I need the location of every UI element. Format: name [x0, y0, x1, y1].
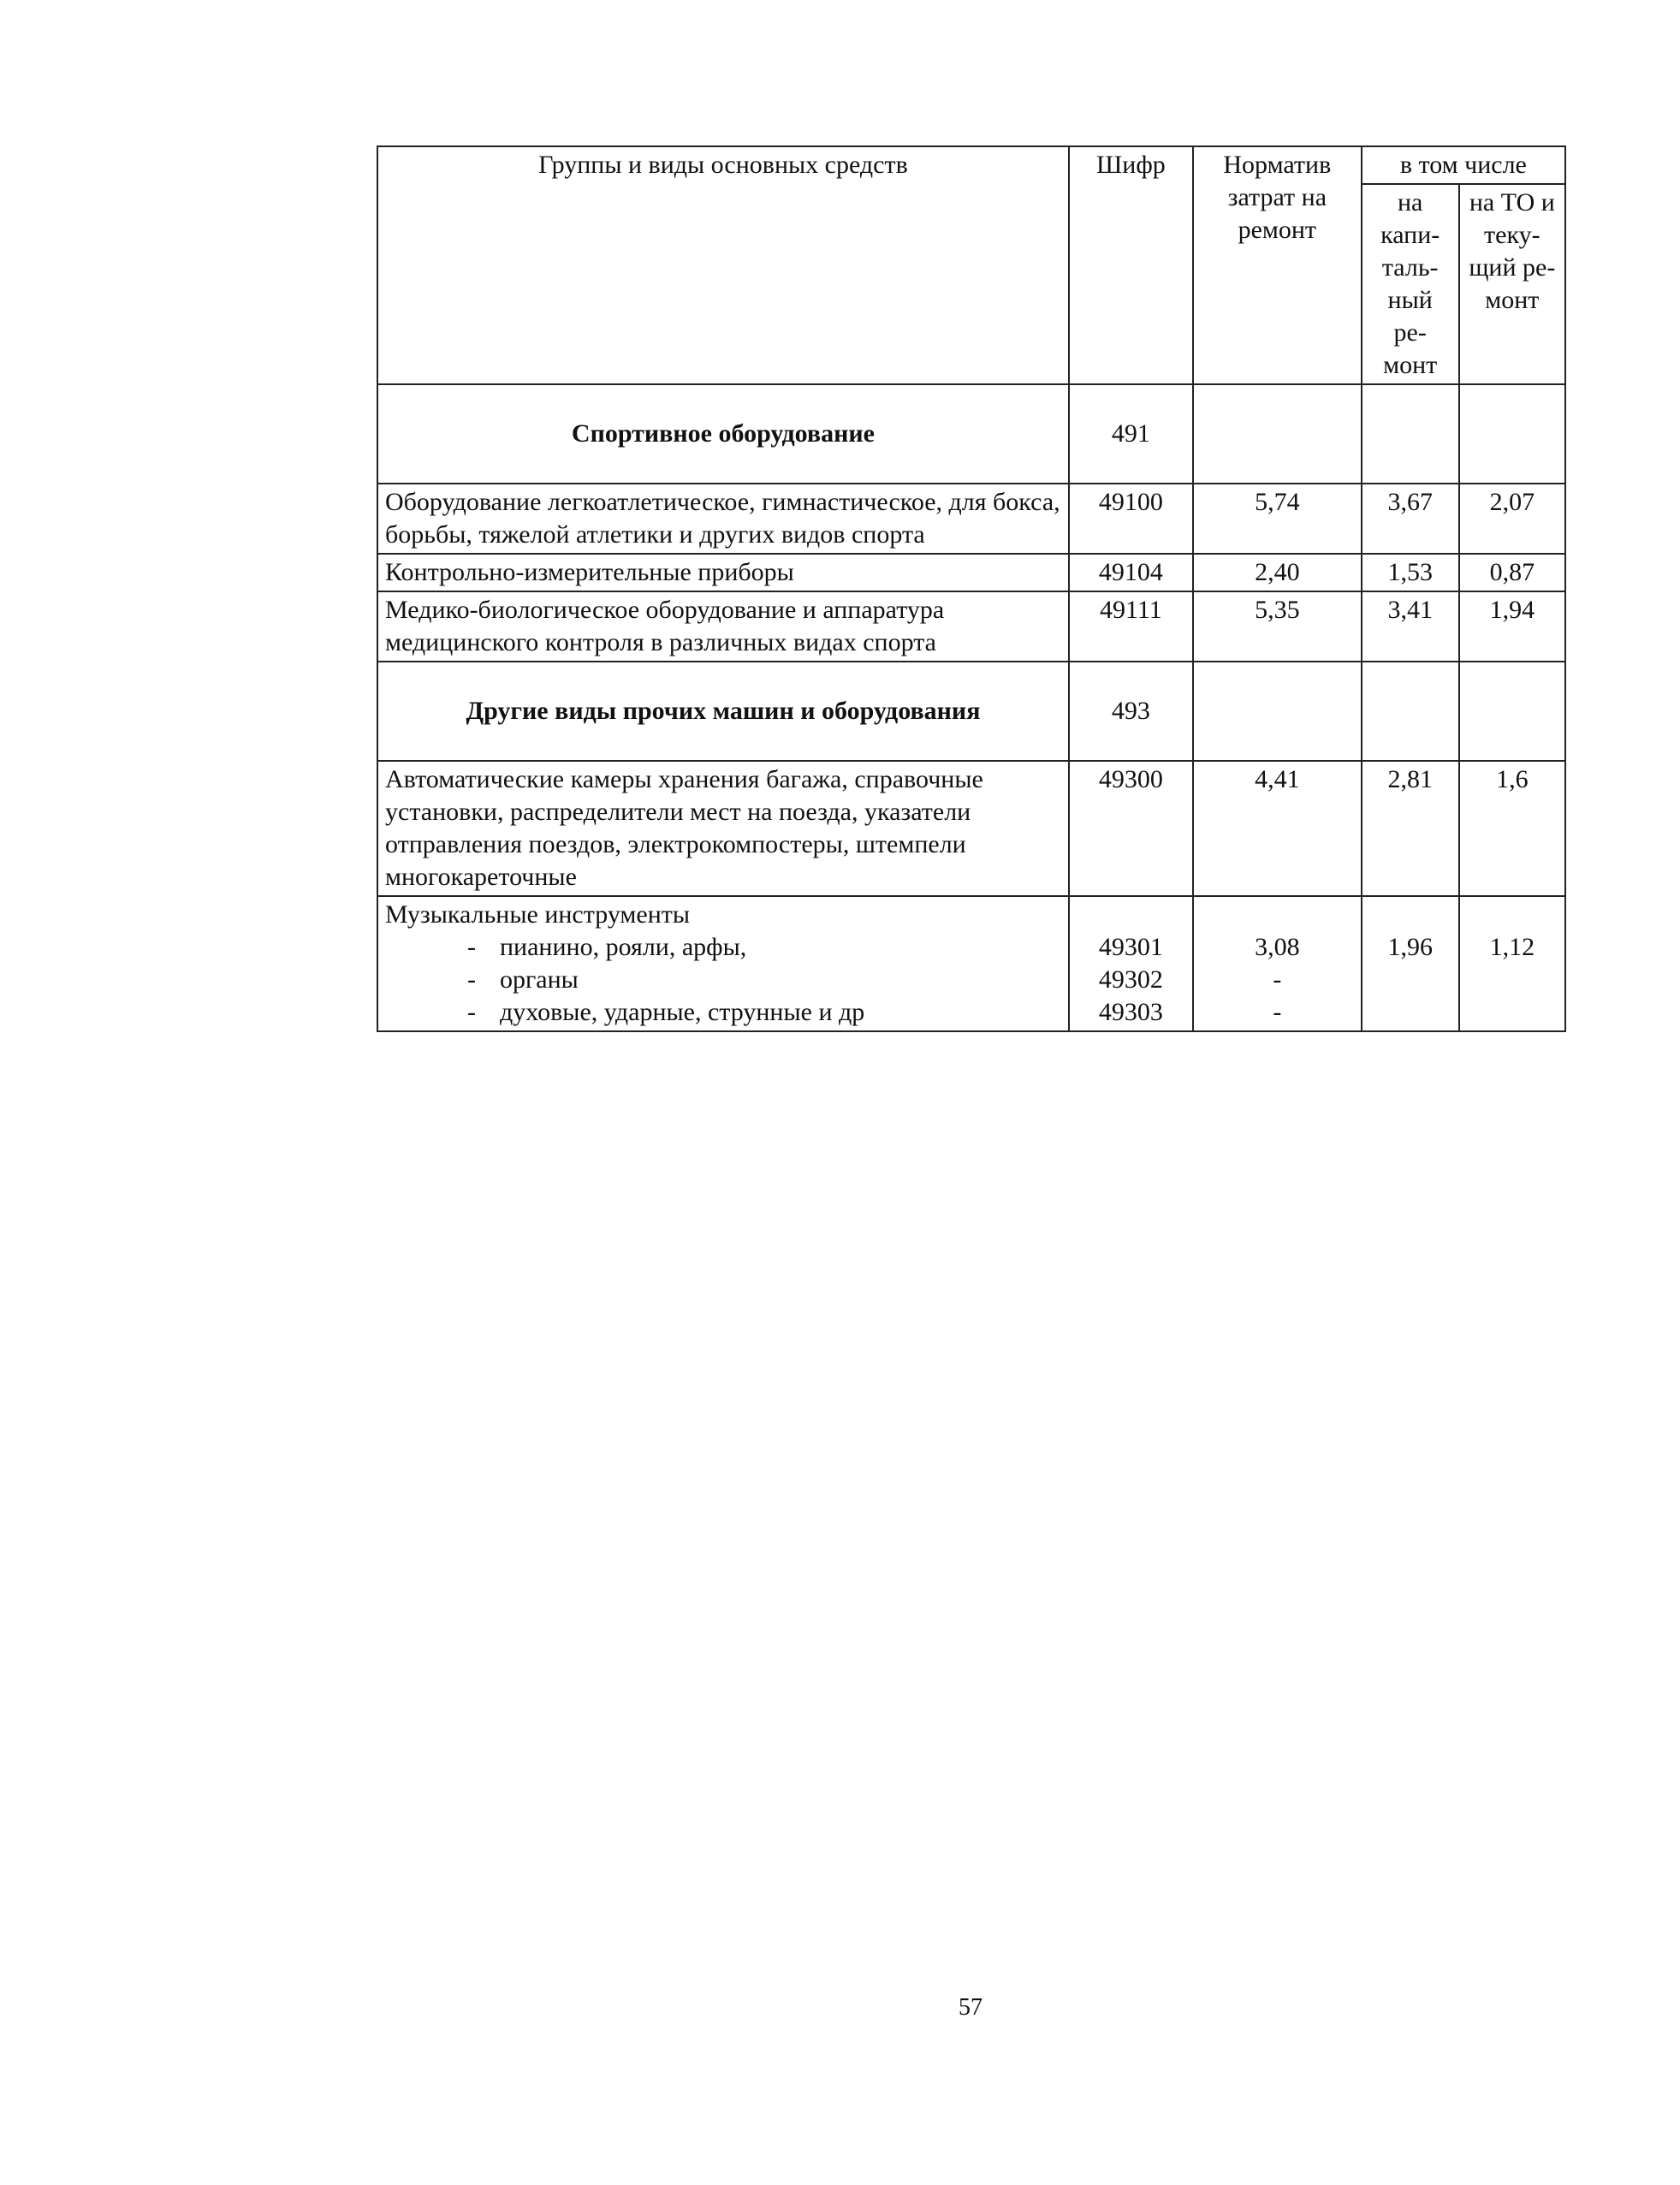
table-row — [377, 484, 1565, 554]
row-capital: 1,53 — [1362, 554, 1459, 591]
row-name: Автоматические камеры хранения багажа, справочные установки, распределители мест на поезда, указатели отправления поездов, электрокомпостеры, штемпели многокареточные — [377, 761, 1069, 896]
section-row — [377, 662, 1565, 761]
row-capital: 3,41 — [1362, 591, 1459, 662]
row-capital: 3,67 — [1362, 484, 1459, 554]
section-code: 493 — [1069, 662, 1193, 761]
page-number: 57 — [959, 1994, 982, 2021]
row-norm: - — [1273, 965, 1282, 994]
group-code-cell — [1069, 896, 1193, 1031]
row-norm: - — [1273, 998, 1282, 1026]
table-row-group — [377, 896, 1565, 1031]
header-name: Группы и виды основных средств — [377, 146, 1069, 384]
group-title: Музыкальные инструменты — [385, 900, 691, 929]
table-row — [377, 554, 1565, 591]
row-to: 0,87 — [1459, 554, 1565, 591]
group-name-cell — [377, 896, 1069, 1031]
equipment-norms-table — [377, 145, 1566, 1032]
section-code: 491 — [1069, 384, 1193, 484]
row-code: 49300 — [1069, 761, 1193, 896]
list-item — [385, 931, 1061, 964]
row-capital: 2,81 — [1362, 761, 1459, 896]
table-header-row — [377, 146, 1565, 184]
bullet-dash: - — [467, 933, 476, 961]
row-norm: 4,41 — [1193, 761, 1362, 896]
row-capital: 1,96 — [1387, 933, 1433, 961]
row-to: 1,6 — [1459, 761, 1565, 896]
bullet-dash: - — [467, 998, 476, 1026]
row-code: 49303 — [1098, 998, 1163, 1026]
section-row — [377, 384, 1565, 484]
row-norm: 3,08 — [1255, 933, 1300, 961]
row-code: 49302 — [1098, 965, 1163, 994]
row-norm: 5,35 — [1193, 591, 1362, 662]
row-name: Контрольно-измерительные приборы — [377, 554, 1069, 591]
row-to: 1,12 — [1489, 933, 1535, 961]
group-to-cell — [1459, 896, 1565, 1031]
row-to: 2,07 — [1459, 484, 1565, 554]
bullet-dash: - — [467, 965, 476, 994]
header-to: на ТО и теку-щий ре-монт — [1459, 184, 1565, 384]
list-item-label: пианино, рояли, арфы, — [500, 933, 747, 961]
section-title: Другие виды прочих машин и оборудования — [377, 662, 1069, 761]
section-title: Спортивное оборудование — [377, 384, 1069, 484]
row-code: 49100 — [1069, 484, 1193, 554]
header-group: в том числе — [1362, 146, 1565, 184]
table-row — [377, 591, 1565, 662]
list-item-label: органы — [500, 965, 579, 994]
row-code: 49301 — [1098, 933, 1163, 961]
row-code: 49111 — [1069, 591, 1193, 662]
row-name: Медико-биологическое оборудование и аппаратура медицинского контроля в различных видах спорта — [377, 591, 1069, 662]
list-item — [385, 996, 1061, 1029]
row-norm: 5,74 — [1193, 484, 1362, 554]
header-capital: на капи-таль-ный ре-монт — [1362, 184, 1459, 384]
list-item — [385, 964, 1061, 996]
table-row — [377, 761, 1565, 896]
row-norm: 2,40 — [1193, 554, 1362, 591]
group-norm-cell — [1193, 896, 1362, 1031]
group-capital-cell — [1362, 896, 1459, 1031]
row-name: Оборудование легкоатлетическое, гимнастическое, для бокса, борьбы, тяжелой атлетики и других видов спорта — [377, 484, 1069, 554]
list-item-label: духовые, ударные, струнные и др — [500, 998, 865, 1026]
row-code: 49104 — [1069, 554, 1193, 591]
header-code: Шифр — [1069, 146, 1193, 384]
header-norm: Норматив затрат на ремонт — [1193, 146, 1362, 384]
row-to: 1,94 — [1459, 591, 1565, 662]
